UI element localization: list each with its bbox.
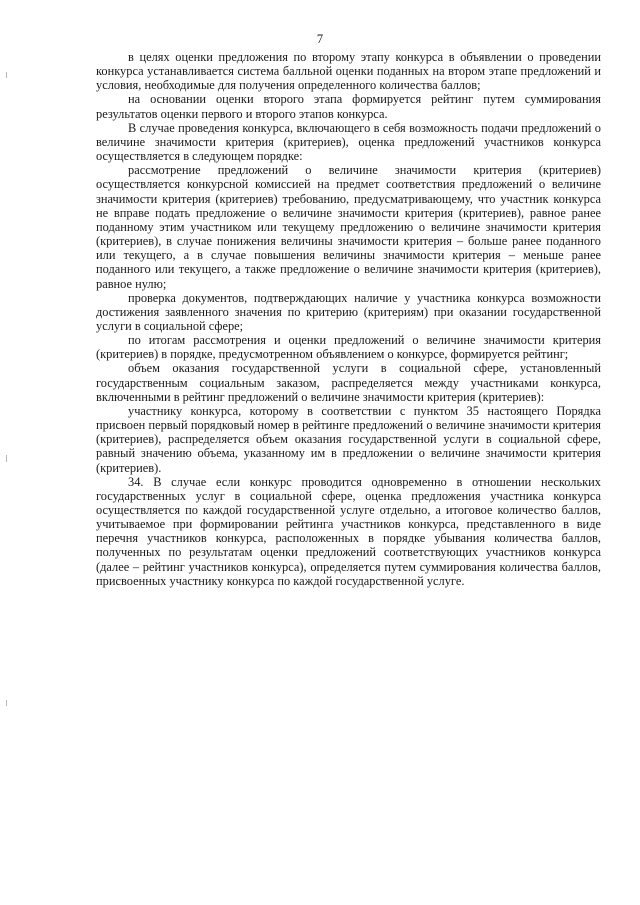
page-number: 7: [316, 32, 324, 46]
paragraph: рассмотрение предложений о величине значимости критерия (критериев) осуществляется конкурсной комиссией на предмет соответствия предложений о величине значимости критерия (критериев) требованию, предусматривающему, что участник конкурса не вправе подать предложение о величине значимости критерия (критериев), равное ранее поданному этим участником или текущему предложению о величине значимости критерия (критериев), в случае понижения величины значимости критерия – больше ранее поданного или текущего, а в случае повышения величины значимости критерия – меньше ранее поданного или текущего, а также предложение о величине значимости критерия (критериев), равное нулю;: [96, 163, 601, 291]
paragraph: по итогам рассмотрения и оценки предложений о величине значимости критерия (критериев) в порядке, предусмотренном объявлением о конкурсе, формируется рейтинг;: [96, 333, 601, 362]
document-body: [96, 50, 601, 588]
paragraph: В случае проведения конкурса, включающего в себя возможность подачи предложений о величине значимости критерия (критериев), оценка предложений участников конкурса осуществляется в следующем порядке:: [96, 120, 601, 164]
scan-edge-mark: [6, 455, 7, 462]
scan-edge-mark: [6, 72, 7, 78]
paragraph: проверка документов, подтверждающих наличие у участника конкурса возможности достижения заявленного значения по критерию (критериям) при оказании государственной услуги в социальной сфере;: [96, 290, 601, 333]
paragraph: объем оказания государственной услуги в социальной сфере, установленный государственным социальным заказом, распределяется между участниками конкурса, включенными в рейтинг предложений о величине значимости критерия (критериев):: [96, 361, 601, 404]
paragraph: участнику конкурса, которому в соответствии с пунктом 35 настоящего Порядка присвоен первый порядковый номер в рейтинге предложений о величине значимости критерия (критериев), распределяется объем оказания государственной услуги в социальной сфере, равный значению объема, указанному им в предложении о величине значимости критерия (критериев).: [96, 403, 601, 475]
paragraph: на основании оценки второго этапа формируется рейтинг путем суммирования результатов оценки первого и второго этапов конкурса.: [96, 92, 601, 121]
scan-edge-mark: [6, 700, 7, 706]
paragraph: 34. В случае если конкурс проводится одновременно в отношении нескольких государственных услуг в социальной сфере, оценка предложения участника конкурса осуществляется по каждой государственной услуге отдельно, а итоговое количество баллов, учитываемое при формировании рейтинга участников конкурса, представленного в виде перечня участников конкурса, расположенных в порядке убывания количества баллов, полученных по результатам оценки предложений соответствующих участников конкурса (далее – рейтинг участников конкурса), определяется путем суммирования количества баллов, присвоенных участнику конкурса по каждой государственной услуге.: [96, 474, 601, 588]
paragraph: в целях оценки предложения по второму этапу конкурса в объявлении о проведении конкурса устанавливается система балльной оценки поданных на втором этапе предложений и условия, необходимые для получения определенного количества баллов;: [96, 50, 601, 93]
